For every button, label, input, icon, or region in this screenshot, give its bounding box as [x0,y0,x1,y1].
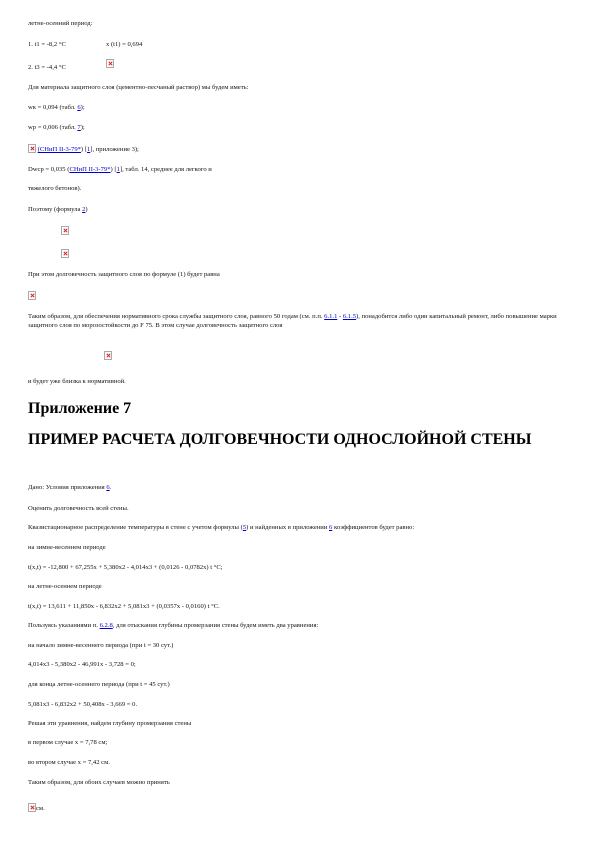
broken-image-icon [61,226,69,235]
text-line: x (t1) = 0,694 [106,41,143,48]
text-line: Для материала защитного слоя (цементно-песчаный раствор) мы будем иметь: [28,84,249,91]
broken-image-icon [61,249,69,258]
text-line: wp = 0,006 (табл. 7); [28,124,85,131]
text-line: Таким образом, для обоих случаев можно принять [28,779,170,786]
text-paragraph: Таким образом, для обеспечения нормативного срока службы защитного слоя, равного 50 годам (см. п.п. 6.1.1 - 6.1.5), понадобится либо один капитальный ремонт, либо повышение марки защитного слоя по морозостойкости до F 75. В этом случае долговечность защитного слоя [28,313,557,329]
text-line: на начало зимне-весеннего периода (при t = 30 сут.) [28,642,174,649]
link-table-7[interactable]: 7 [77,124,81,131]
appendix-title: ПРИМЕР РАСЧЕТА ДОЛГОВЕЧНОСТИ ОДНОСЛОЙНОЙ СТЕНЫ [28,431,532,448]
link-ref-1[interactable]: 1 [86,146,91,153]
text-line: на зимне-весеннем периоде [28,544,106,551]
link-clause[interactable]: 6.1.1 [324,313,338,320]
broken-image-icon [28,291,36,300]
link-clause[interactable]: 6.1.5 [342,313,357,320]
broken-image-icon [28,144,36,153]
text-line: и будет уже близка к нормативной. [28,378,126,385]
broken-image-icon [28,803,36,812]
link-formula-2[interactable]: 2 [82,206,86,213]
link-appendix-6[interactable]: 6 [106,484,110,491]
link-formula-5[interactable]: 5 [242,524,247,531]
text-line: Поэтому (формула 2) [28,206,88,213]
text-line [28,41,66,50]
text-line: см. [28,803,45,814]
text-line: Пользуясь указаниями п. 6.2.8, для отыскания глубины промерзания стены будем иметь два уравнения: [28,622,319,629]
broken-image-icon [106,59,114,68]
link-snip[interactable]: СНиП II-3-79* [69,166,111,173]
equation-line: 5,081x3 - 6,832x2 + 50,408x - 3,669 = 0. [28,701,138,708]
text-line: во втором случае x = 7,42 см. [28,759,110,766]
text-line: Дано: Условия приложения 6. [28,484,112,491]
text-line: Оценить долговечность всей стены. [28,505,129,512]
text-line: Dwcp = 0,035 (СНиП II-3-79*) [1], табл. 14, среднее для легкого и [28,166,212,173]
link-table-6[interactable]: 6 [77,104,81,111]
text-line: wк = 0,094 (табл. 6); [28,104,85,111]
text-line: Решая эти уравнения, найдем глубину промерзания стены [28,720,192,727]
link-appendix-6[interactable]: 6 [329,524,333,531]
text-line: 2. t3 = -4,4 °С [28,64,66,71]
text-line: Квазистационарное распределение температуры в стене с учетом формулы (5) и найденных в приложении 6 коэффициентов будет равно: [28,524,415,531]
text-line: тяжелого бетонов). [28,185,82,192]
link-clause-628[interactable]: 6.2.8 [99,622,113,629]
text-line: на летне-осеннем периоде [28,583,102,590]
link-ref-1[interactable]: 1 [116,166,120,173]
equation-line: t(x,t) = 13,611 + 11,850x - 6,832x2 + 5,081x3 + (0,0357x - 0,0160) t °С. [28,603,220,610]
link-snip[interactable]: (СНиП II-3-79* [37,146,81,153]
appendix-heading: Приложение 7 [28,400,132,417]
text-line: в первом случае x = 7,78 см; [28,739,108,746]
text-line: (СНиП II-3-79*) [1], приложение 3); [28,144,139,155]
text-line: для конца летне-осеннего периода (при t = 45 сут.) [28,681,170,688]
equation-t1: 1. t1 = -8,2 °С [28,41,66,48]
equation-line: 4,014x3 - 5,380x2 - 46,991x - 3,728 = 0; [28,661,136,668]
broken-image-icon [104,351,112,360]
equation-line: t(x,t) = -12,800 + 67,255x + 5,380x2 - 4,014x3 + (0,0126 - 0,0782x) t °С; [28,564,223,571]
text-line: При этом долговечность защитного слоя по формуле (1) будет равна [28,271,220,278]
text-line: летне-осенний период: [28,20,93,27]
